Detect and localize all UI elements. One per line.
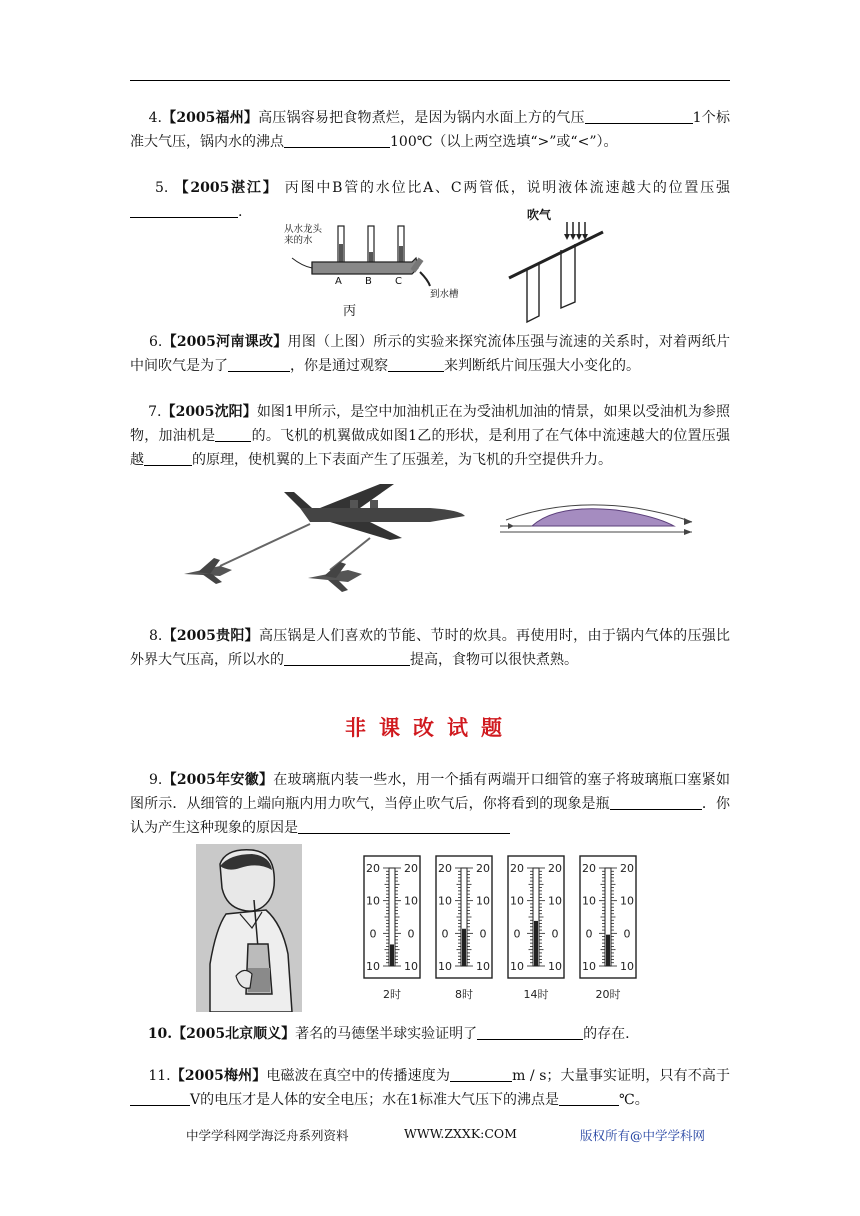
thermometer-scale-label-left: 20 — [438, 862, 452, 875]
boy-bottle-illustration — [196, 844, 302, 1012]
thermometer-scale-label-right: 10 — [548, 894, 562, 908]
q9-blank-1[interactable] — [610, 795, 702, 810]
question-10 — [130, 1022, 730, 1046]
q7-text-a: 如图1甲所示，是空中加油机正在为受油机加油的情景，如果以受油机为参照物，加油机是 — [130, 404, 730, 444]
question-9 — [130, 768, 730, 840]
question-7 — [130, 400, 730, 472]
footer-center: WWW.ZXXK:COM — [404, 1126, 517, 1141]
q4-text-b: 1 — [692, 110, 702, 126]
q8-source-tag: 【2005贵阳】 — [162, 628, 259, 644]
q10-source-tag: 【2005北京顺义】 — [172, 1026, 296, 1042]
q7-text-b: 的。飞机的机翼做成如图1乙的形状，是利用了在气体中流速越大的位置压强越 — [130, 428, 731, 468]
q11-blank-3[interactable] — [559, 1091, 619, 1106]
thermometer-scale-label-left: 10 — [438, 894, 452, 908]
label-blow-air: 吹气 — [527, 208, 552, 222]
thermometer-scale-label-left: 10 — [582, 894, 596, 908]
thermometer-scale-label-left: 20 — [582, 862, 596, 875]
thermometer-scale-label-left: 0 — [513, 927, 521, 941]
refueling-planes-diagram — [180, 478, 470, 608]
thermometer-scale-label-right: 10 — [548, 960, 562, 973]
label-to-sink: 到水槽 — [430, 289, 459, 300]
thermometer-caption: 8时 — [455, 988, 473, 1001]
figure-flow-pipe — [282, 222, 502, 306]
thermometer-scale-label-left: 0 — [585, 927, 593, 941]
thermometer-scale-label-right: 0 — [407, 927, 415, 941]
thermometer-scale-label-left: 0 — [441, 927, 449, 941]
q11-blank-1[interactable] — [450, 1067, 512, 1082]
q11-number: 11. — [148, 1068, 171, 1084]
footer-right: 版权所有@中学学科网 — [580, 1128, 706, 1143]
thermometer-liquid — [390, 944, 394, 966]
q4-blank-2[interactable] — [284, 133, 390, 148]
thermometer-scale-label-left: 10 — [510, 894, 524, 908]
q10-text-b: 的存在. — [583, 1026, 630, 1042]
q6-number: 6. — [148, 334, 163, 350]
q8-blank-1[interactable] — [284, 651, 410, 666]
q11-source-tag: 【2005梅州】 — [170, 1068, 267, 1084]
question-8 — [130, 624, 730, 672]
thermometer-scale-label-left: 20 — [510, 862, 524, 875]
q5-source-tag: 【2005湛江】 — [174, 180, 279, 196]
q11-text-c: V的电压才是人体的安全电压；水在1标准大气压下的沸点是 — [190, 1092, 560, 1108]
thermometer-scale-label-right: 0 — [623, 927, 631, 941]
thermometer-scale-label-right: 20 — [620, 862, 634, 875]
q7-blank-1[interactable] — [215, 427, 251, 442]
tube-label-b: B — [365, 276, 372, 287]
figure-paper-sheets — [505, 204, 609, 324]
thermometer-scale-label-right: 20 — [548, 862, 562, 875]
figure-boy-blowing-bottle — [196, 844, 302, 1012]
paper-sheets-diagram — [505, 204, 609, 324]
thermometer-scale-label-right: 10 — [620, 894, 634, 908]
figure-aerial-refueling — [180, 478, 470, 608]
question-4 — [130, 106, 730, 154]
q4-blank-1[interactable] — [585, 109, 693, 124]
q5-text-b: . — [238, 204, 243, 220]
tube-label-a: A — [335, 276, 342, 287]
thermometer-scale-label-left: 10 — [366, 960, 380, 973]
q11-text-a: 电磁波在真空中的传播速度为 — [266, 1068, 451, 1084]
q8-text-b: 提高，食物可以很快煮熟。 — [410, 652, 578, 668]
q6-blank-1[interactable] — [228, 357, 290, 372]
figure-thermometers — [362, 854, 638, 1004]
q5-text-a: 丙图中B管的水位比A、C两管低，说明液体流速越大的位置压强 — [284, 180, 731, 196]
section-heading: 非课改试题 — [345, 716, 515, 740]
thermometer-liquid — [606, 935, 610, 966]
q4-source-tag: 【2005福州】 — [161, 110, 259, 126]
thermometer-set — [362, 854, 638, 1004]
q7-source-tag: 【2005沈阳】 — [161, 404, 257, 420]
thermometer-scale-label-right: 10 — [476, 960, 490, 973]
footer-left: 中学学科网学海泛舟系列资料 — [186, 1128, 349, 1143]
q10-number: 10. — [147, 1026, 173, 1042]
header-rule — [130, 80, 730, 81]
q9-number: 9. — [148, 772, 163, 788]
q4-number: 4. — [148, 110, 162, 126]
q7-text-c: 的原理，使机翼的上下表面产生了压强差，为飞机的升空提供升力。 — [192, 452, 612, 468]
q4-text-a: 高压锅容易把食物煮烂，是因为锅内水面上方的气压 — [258, 110, 585, 126]
q9-source-tag: 【2005年安徽】 — [162, 772, 274, 788]
q8-text-a: 高压锅是人们喜欢的节能、节时的炊具。再使用时，由于锅内气体的压强比外界大气压高，所以水的 — [130, 628, 731, 668]
thermometer-scale-label-right: 10 — [404, 894, 418, 908]
thermometer-scale-label-right: 10 — [476, 894, 490, 908]
q6-text-c: 来判断纸片间压强大小变化的。 — [444, 358, 640, 374]
q6-source-tag: 【2005河南课改】 — [162, 334, 288, 350]
q7-number: 7. — [148, 404, 162, 420]
q7-blank-2[interactable] — [144, 451, 192, 466]
question-6 — [130, 330, 730, 378]
q10-blank-1[interactable] — [477, 1025, 583, 1040]
thermometer-caption: 2时 — [383, 988, 401, 1001]
airfoil-diagram — [496, 496, 696, 546]
q9-blank-2[interactable] — [298, 819, 510, 834]
q5-blank-1[interactable] — [130, 203, 238, 218]
q6-text-a: 用图（上图）所示的实验来探究流体压强与流速的关系时，对着两纸片中间吹气是为了 — [130, 334, 731, 374]
figure-caption-bing: 丙 — [343, 304, 357, 319]
tube-label-c: C — [395, 276, 402, 287]
q9-text-b: ．你认为产生这种现象的原因是 — [130, 796, 731, 836]
thermometer-scale-label-left: 10 — [510, 960, 524, 973]
q6-text-b: ，你是通过观察 — [290, 358, 388, 374]
label-from-tap: 从水龙头来的水 — [284, 224, 323, 246]
thermometer-caption: 20时 — [595, 988, 621, 1001]
question-5 — [130, 176, 730, 224]
figure-wing-airfoil — [496, 496, 696, 546]
q4-text-c: 个标准大气压，锅内水的沸点 — [130, 110, 730, 150]
thermometer-scale-label-right: 20 — [404, 862, 418, 875]
q4-text-d: 100℃（以上两空选填“>”或“<”）。 — [390, 134, 618, 150]
thermometer-scale-label-right: 0 — [551, 927, 559, 941]
q10-text-a: 著名的马德堡半球实验证明了 — [295, 1026, 478, 1042]
thermometer-liquid — [534, 921, 538, 966]
thermometer-scale-label-right: 10 — [404, 960, 418, 973]
thermometer-scale-label-right: 10 — [620, 960, 634, 973]
thermometer-scale-label-left: 10 — [582, 960, 596, 973]
thermometer-caption: 14时 — [523, 988, 549, 1001]
q9-text-a: 在玻璃瓶内装一些水，用一个插有两端开口细管的塞子将玻璃瓶口塞紧如图所示．从细管的上端向瓶内用力吹气，当停止吹气后，你将看到的现象是瓶 — [130, 772, 731, 812]
thermometer-scale-label-left: 20 — [366, 862, 380, 875]
thermometer-scale-label-left: 10 — [366, 894, 380, 908]
q6-blank-2[interactable] — [388, 357, 444, 372]
thermometer-liquid — [462, 929, 466, 966]
q5-number: 5. — [154, 180, 169, 196]
thermometer-scale-label-left: 10 — [438, 960, 452, 973]
thermometer-scale-label-right: 20 — [476, 862, 490, 875]
q11-blank-2[interactable] — [130, 1091, 190, 1106]
q8-number: 8. — [148, 628, 163, 644]
question-11 — [130, 1064, 730, 1112]
q11-text-d: ℃。 — [619, 1092, 649, 1108]
q11-text-b: m / s；大量事实证明，只有不高于 — [512, 1068, 730, 1084]
thermometer-scale-label-left: 0 — [369, 927, 377, 941]
thermometer-scale-label-right: 0 — [479, 927, 487, 941]
